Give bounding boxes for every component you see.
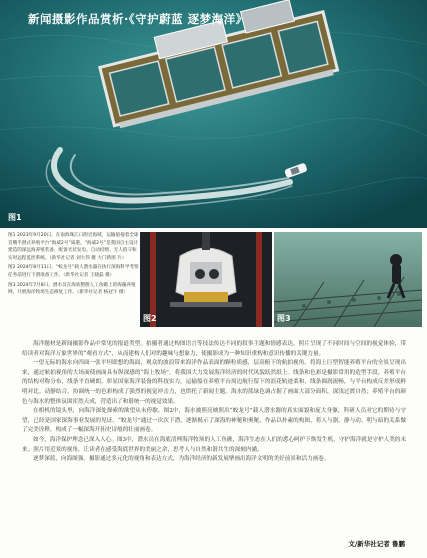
article-paragraph: 海洋题材是新闻摄影作品中常见的报道类型。拍摄者通过构图语言等技法传达不同的叙事主题和情感表达，照片呈现了不同时间与空间的视觉体验，带给读者对海洋万象世界的“观看方式”，从而建构人们对的趣味与想象力，使摄影成为一种知识重构和意识传播的关键力量。 bbox=[22, 341, 406, 357]
page-title: 新闻摄影作品赏析·《守护蔚蓝 逐梦海洋》 bbox=[28, 12, 248, 26]
article-paragraph: 如今，海洋保护理念已深入人心。图3中，潜水员在海底清理海洋牧场的人工鱼礁，海洋生态在人们的悉心呵护下焕发生机，守护海洋就是守护人类的未来。照片用近景的视角，让读者在感受海底世界的美丽之余，思考人与自然和谐共生的深刻内涵。 bbox=[22, 436, 406, 453]
figure-1-label: 图1 bbox=[8, 213, 22, 222]
diver-reef-illustration bbox=[274, 232, 422, 327]
aquaculture-platform-aerial-photo bbox=[0, 0, 427, 228]
jiaolong-submersible-photo bbox=[140, 232, 272, 327]
figure-3-label: 图3 bbox=[277, 314, 291, 323]
caption-figure-1: 图1 2023年9月20日，在南海珠江口附近海域，运输船拖着全球首艘半潜式养殖平台“海威2号”离港。“海威2号”是我国自主设计建造的深远海养殖装备，配备光伏发电、自动投喂、无人值守和实时远程监控系统。（新华社记者 刘大伟 摄 大门新朋 片） bbox=[8, 233, 139, 261]
underwater-diver-photo bbox=[274, 232, 422, 327]
article-paragraph: 一望无际的海水向四面一张平坦联想的海面，观众的波浪带来海洋作品表面的颗粒质感，层高俯下的航拍视角。将海上巨型智能养殖平台的全景呈现出来，通过航拍视角的大场面使画面具有纵深感的“海上牧场”，将我国大力发展海洋经济的时代风貌跃然纸上。线条和色彩是摄影常用的造型手段，养殖平台的结构对称分布，线条平直硬朗，彰显国家海洋装备的科技实力。运输船在养殖平台周边航行留下的浪花轨迹柔和，线条圆润流畅，与平台构成反差形成鲜明对比。动静结合，协调统一的色彩构成了强烈的视觉冲击力，也烘托了新闻主题。海水的蓝绿色调占据了画面大部分面积，深浅过渡自然；养殖平台的颜色与海水的整体氛围浑然天成，营造出了和谐统一的视觉效果。 bbox=[22, 360, 406, 405]
article-paragraph: 在相机的镜头里，向海洋深处探索的欲望从未停歇。图2中，海水被照亮映照出“蛟龙号”载人潜水器的真实面貌和庞大身躯，科研人员对它的期待与守望，已经是国家深海事业发展的见证。“蛟龙号”通过一次次下潜，逐渐揭示了深海的神秘和奥秘，作品以朴素的构图，将人与器、静与动、明与暗的关系做了完美诠释，构成了一幅深海开拓史诗般的壮丽画卷。 bbox=[22, 408, 406, 434]
caption-figure-2: 图2 2024年8月11日，“蛟龙号”载人潜水器在执行深海科学考察任务前进行下潜准备工作。（新华社记者 王晓磊 摄） bbox=[8, 265, 139, 278]
article-body bbox=[22, 340, 406, 465]
hero-photo bbox=[0, 0, 427, 228]
author-byline: 文/新华社记者 鲁鹏 bbox=[348, 540, 405, 548]
caption-figure-3: 图3 2024年7月8日，潜水员在海底整理人工鱼礁上的海藻养殖网，开展海洋牧场生态修复工作。（新华社记者 杨冠宇 摄） bbox=[8, 282, 136, 296]
article-paragraph: 逐梦深蓝，向海图强。摄影通过多元化的视角和表达方式，为海洋经济的新发展擘画出海洋文明的美好前景和活力画卷。 bbox=[33, 456, 330, 463]
photo-captions bbox=[8, 232, 140, 299]
figure-2-label: 图2 bbox=[143, 314, 157, 323]
submersible-illustration bbox=[140, 232, 272, 327]
